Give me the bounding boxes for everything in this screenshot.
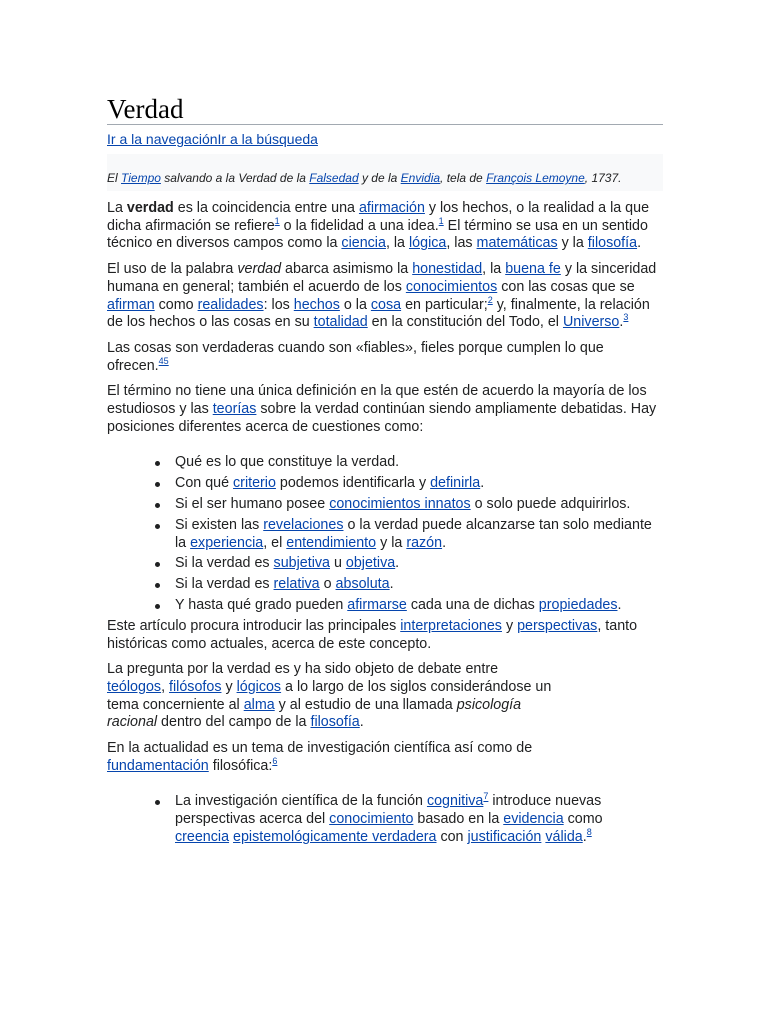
link-totalidad[interactable]: totalidad <box>313 314 368 331</box>
link-afirmacion[interactable]: afirmación <box>358 200 425 216</box>
link-logicos[interactable]: lógicos <box>236 678 282 695</box>
text: y la <box>376 534 407 551</box>
text: sobre la verdad continúan siendo ampliamente debatidas. Hay posiciones diferentes acerca de cuestiones como: <box>107 401 657 435</box>
link-entendimiento[interactable]: entendimiento <box>286 534 377 551</box>
paragraph-fiables <box>107 340 663 375</box>
text: como <box>563 811 603 828</box>
link-logica[interactable]: lógica <box>408 235 447 252</box>
text: como <box>154 296 198 313</box>
text: abarca asimismo la <box>281 261 413 278</box>
link-razon[interactable]: razón <box>406 534 443 551</box>
link-filosofia[interactable]: filosofía <box>310 714 360 731</box>
research-list <box>107 793 663 846</box>
text: La <box>107 200 127 216</box>
italic-term: verdad <box>237 261 282 278</box>
text: filosófica: <box>208 757 273 774</box>
text: En la actualidad es un tema de investigación científica así como de <box>107 740 533 757</box>
text: y, finalmente, la relación de los hechos o las cosas en su <box>107 296 650 331</box>
text: , tanto históricas como actuales, acerca de este concepto. <box>107 617 638 652</box>
page-title: Verdad <box>107 94 184 124</box>
paragraph-articulo <box>107 618 663 653</box>
paragraph-pregunta <box>107 661 555 732</box>
text: Este artículo procura introducir las principales <box>107 617 401 634</box>
reference-6[interactable]: 6 <box>272 755 278 766</box>
paragraph-definicion <box>107 383 663 436</box>
link-cognitiva[interactable]: cognitiva <box>426 793 484 810</box>
text: o la <box>339 296 371 313</box>
text: y la sinceridad humana en general; también el acuerdo de los <box>107 261 657 295</box>
link-cosa[interactable]: cosa <box>370 296 402 313</box>
link-relativa[interactable]: relativa <box>273 576 320 593</box>
text: , <box>161 678 170 695</box>
text: El uso de la palabra <box>107 261 238 278</box>
text: es la coincidencia entre una <box>173 200 359 216</box>
paragraph-uso <box>107 261 663 332</box>
text: , la <box>385 235 409 252</box>
reference-7[interactable]: 7 <box>483 791 489 802</box>
text: y la <box>557 235 588 252</box>
list-item <box>175 555 663 573</box>
text: dentro del campo de la <box>157 714 311 731</box>
link-hechos[interactable]: hechos <box>293 296 340 313</box>
text: Si la verdad es <box>175 555 274 572</box>
text: Qué es lo que constituye la verdad. <box>175 454 400 471</box>
list-item <box>175 496 663 514</box>
text: con las cosas que se <box>497 278 635 295</box>
text: o la verdad puede alcanzarse tan solo mediante la <box>175 516 652 551</box>
link-interpretaciones[interactable]: interpretaciones <box>400 617 502 634</box>
link-universo[interactable]: Universo <box>562 314 620 331</box>
link-subjetiva[interactable]: subjetiva <box>273 555 330 572</box>
text: : los <box>263 296 294 313</box>
reference-3[interactable]: 3 <box>623 312 629 323</box>
link-conocimientos[interactable]: conocimientos <box>405 278 498 295</box>
link-francois-lemoyne[interactable]: François Lemoyne <box>486 171 585 185</box>
link-tiempo[interactable]: Tiempo <box>121 171 161 185</box>
list-item <box>175 454 663 472</box>
text: La investigación científica de la función <box>175 793 427 810</box>
text: . <box>359 714 364 731</box>
link-fundamentacion[interactable]: fundamentación <box>107 757 209 774</box>
link-objetiva[interactable]: objetiva <box>345 555 396 572</box>
text: con <box>436 829 468 846</box>
link-creencia[interactable]: creencia <box>175 829 230 846</box>
title-divider <box>107 124 663 125</box>
reference-45[interactable]: 45 <box>158 355 169 366</box>
text: , la <box>482 261 506 278</box>
text: . <box>480 475 485 492</box>
text: Si existen las <box>175 516 264 533</box>
link-buena-fe[interactable]: buena fe <box>505 261 561 278</box>
caption-text: , tela de <box>440 171 487 185</box>
text: Y hasta qué grado pueden <box>175 597 348 614</box>
text: . <box>389 576 394 593</box>
link-experiencia[interactable]: experiencia <box>190 534 264 551</box>
text: o la fidelidad a una idea. <box>279 217 439 234</box>
link-teorias[interactable]: teorías <box>212 401 257 418</box>
link-realidades[interactable]: realidades <box>197 296 264 313</box>
text: . <box>395 555 400 572</box>
link-evidencia[interactable]: evidencia <box>503 811 564 828</box>
reference-1[interactable]: 1 <box>438 215 444 226</box>
list-item <box>175 576 663 594</box>
paragraph-intro <box>107 200 663 253</box>
link-criterio[interactable]: criterio <box>233 475 276 492</box>
bold-term: verdad <box>126 200 174 216</box>
text: . <box>637 235 642 252</box>
link-envidia[interactable]: Envidia <box>400 171 441 185</box>
link-valida[interactable]: válida <box>545 829 583 846</box>
link-absoluta[interactable]: absoluta <box>335 576 390 593</box>
questions-list <box>107 454 663 614</box>
link-definirla[interactable]: definirla <box>430 475 481 492</box>
text: u <box>329 555 346 572</box>
text: . <box>442 534 447 551</box>
text: y al estudio de una llamada <box>274 696 457 713</box>
text: introduce nuevas perspectivas acerca del <box>175 793 602 828</box>
link-epistemologicamente-verdadera[interactable]: epistemológicamente verdadera <box>233 829 437 846</box>
jump-links <box>107 130 663 148</box>
link-propiedades[interactable]: propiedades <box>538 597 618 614</box>
text: o solo puede adquirirlos. <box>470 496 631 513</box>
list-item <box>175 793 645 846</box>
caption-text: y de la <box>358 171 401 185</box>
article-content <box>107 94 663 850</box>
text: podemos identificarla y <box>275 475 431 492</box>
link-justificacion[interactable]: justificación <box>467 829 542 846</box>
link-falsedad[interactable]: Falsedad <box>309 171 359 185</box>
text: en particular; <box>401 296 488 313</box>
text: en la constitución del Todo, el <box>367 314 563 331</box>
caption-text: salvando a la Verdad de la <box>160 171 310 185</box>
italic-term: psicología racional <box>107 696 522 731</box>
link-conocimientos-innatos[interactable]: conocimientos innatos <box>329 496 471 513</box>
text: y los hechos, o la realidad a la que dicha afirmación se refiere <box>107 200 650 234</box>
text: . <box>619 314 624 331</box>
image-caption <box>107 154 663 191</box>
list-item <box>175 517 663 553</box>
caption-text: El <box>107 171 122 185</box>
text: Si el ser humano posee <box>175 496 330 513</box>
list-item <box>175 475 663 493</box>
text: a lo largo de los siglos considerándose un tema concerniente al <box>107 678 552 713</box>
text: El término se usa en un sentido técnico en diversos campos como la <box>107 217 648 252</box>
paragraph-actualidad <box>107 740 547 775</box>
reference-8[interactable]: 8 <box>586 827 592 838</box>
link-revelaciones[interactable]: revelaciones <box>263 516 344 533</box>
link-perspectivas[interactable]: perspectivas <box>517 617 598 634</box>
text: El término no tiene una única definición en la que estén de acuerdo la mayoría de los estudiosos y las <box>107 383 647 418</box>
reference-1[interactable]: 1 <box>274 215 280 226</box>
link-honestidad[interactable]: honestidad <box>412 261 483 278</box>
link-afirmarse[interactable]: afirmarse <box>347 597 407 614</box>
text: o <box>319 576 336 593</box>
text: Si la verdad es <box>175 576 274 593</box>
text: . <box>617 597 622 614</box>
text: basado en la <box>413 811 504 828</box>
link-alma[interactable]: alma <box>243 696 275 713</box>
text: Las cosas son verdaderas cuando son «fiables», fieles porque cumplen lo que ofrecen. <box>107 339 604 374</box>
caption-text: , 1737. <box>584 171 622 185</box>
link-afirman[interactable]: afirman <box>107 296 155 313</box>
text: Con qué <box>175 475 234 492</box>
jump-to-navigation-link[interactable]: Ir a la navegaciónIr a la búsqueda <box>107 131 318 147</box>
text: La pregunta por la verdad es y ha sido objeto de debate entre <box>107 661 499 678</box>
text: y <box>501 617 518 634</box>
link-matematicas[interactable]: matemáticas <box>476 235 558 252</box>
text: , el <box>263 534 287 551</box>
link-filosofos[interactable]: filósofos <box>169 678 222 695</box>
reference-2[interactable]: 2 <box>487 294 493 305</box>
text: . <box>582 829 587 846</box>
text: , las <box>446 235 477 252</box>
text: cada una de dichas <box>406 597 539 614</box>
link-ciencia[interactable]: ciencia <box>341 235 386 252</box>
link-teologos[interactable]: teólogos <box>107 678 162 695</box>
list-item <box>175 597 663 615</box>
link-conocimiento[interactable]: conocimiento <box>329 811 414 828</box>
link-filosofia[interactable]: filosofía <box>587 235 638 252</box>
text: y <box>221 678 237 695</box>
